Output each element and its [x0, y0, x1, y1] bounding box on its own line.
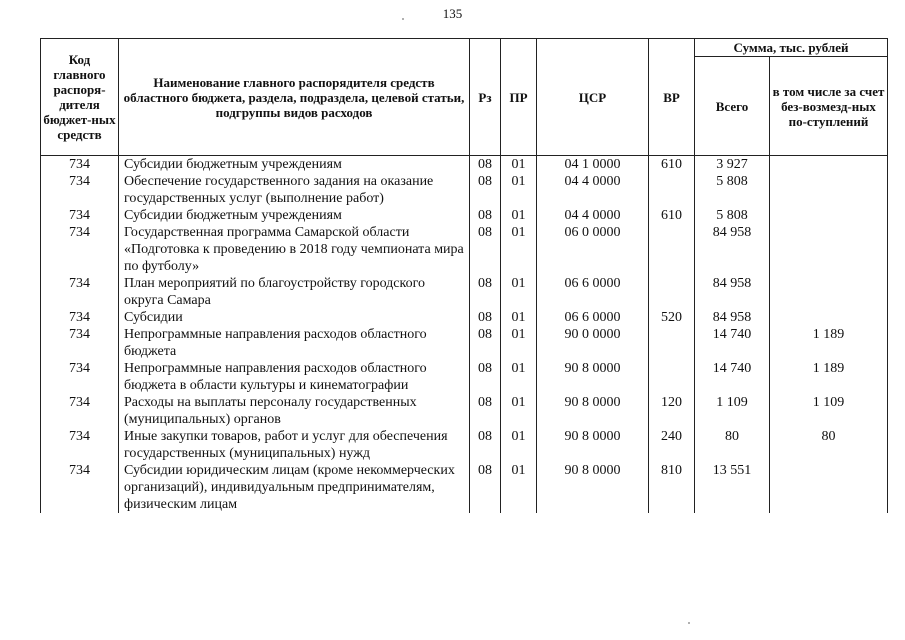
header-csr: ЦСР: [537, 39, 649, 156]
cell-csr: 90 8 0000: [537, 428, 649, 462]
header-code: Код главного распоря-дителя бюджет-ных средств: [41, 39, 119, 156]
cell-csr: 04 1 0000: [537, 156, 649, 174]
header-pr: ПР: [501, 39, 537, 156]
header-vr: ВР: [649, 39, 695, 156]
cell-free: 1 109: [770, 394, 888, 428]
cell-name: Государственная программа Самарской области «Подготовка к проведению в 2018 году чемпионата мира по футболу»: [119, 224, 470, 275]
cell-vr: 120: [649, 394, 695, 428]
cell-name: Субсидии бюджетным учреждениям: [119, 156, 470, 174]
table-row: [41, 394, 888, 428]
cell-csr: 90 8 0000: [537, 394, 649, 428]
cell-csr: 90 8 0000: [537, 360, 649, 394]
cell-vr: 810: [649, 462, 695, 513]
cell-rz: 08: [470, 428, 501, 462]
cell-name: Субсидии: [119, 309, 470, 326]
cell-free: [770, 207, 888, 224]
cell-rz: 08: [470, 462, 501, 513]
cell-free: [770, 275, 888, 309]
cell-free: [770, 462, 888, 513]
cell-vr: 610: [649, 156, 695, 174]
header-free: в том числе за счет без-возмезд-ных по-ступлений: [770, 57, 888, 156]
cell-rz: 08: [470, 173, 501, 207]
cell-free: 80: [770, 428, 888, 462]
table-body: [41, 156, 888, 514]
cell-rz: 08: [470, 224, 501, 275]
cell-rz: 08: [470, 156, 501, 174]
table-row: [41, 207, 888, 224]
cell-rz: 08: [470, 275, 501, 309]
cell-total: 1 109: [695, 394, 770, 428]
cell-rz: 08: [470, 207, 501, 224]
cell-csr: 04 4 0000: [537, 207, 649, 224]
cell-total: 5 808: [695, 173, 770, 207]
cell-code: 734: [41, 360, 119, 394]
cell-rz: 08: [470, 394, 501, 428]
scan-speck: [402, 18, 404, 20]
cell-vr: [649, 275, 695, 309]
cell-total: 14 740: [695, 360, 770, 394]
cell-rz: 08: [470, 360, 501, 394]
cell-pr: 01: [501, 360, 537, 394]
cell-code: 734: [41, 462, 119, 513]
cell-pr: 01: [501, 275, 537, 309]
table-row: [41, 156, 888, 174]
table-row: [41, 309, 888, 326]
scan-speck: [688, 622, 690, 624]
cell-pr: 01: [501, 428, 537, 462]
cell-code: 734: [41, 156, 119, 174]
cell-free: [770, 173, 888, 207]
cell-csr: 90 0 0000: [537, 326, 649, 360]
cell-free: [770, 309, 888, 326]
cell-rz: 08: [470, 326, 501, 360]
cell-total: 14 740: [695, 326, 770, 360]
cell-total: 84 958: [695, 224, 770, 275]
table-row: [41, 428, 888, 462]
cell-total: 80: [695, 428, 770, 462]
cell-csr: 06 6 0000: [537, 275, 649, 309]
cell-name: Субсидии бюджетным учреждениям: [119, 207, 470, 224]
cell-code: 734: [41, 309, 119, 326]
table-row: [41, 326, 888, 360]
cell-code: 734: [41, 428, 119, 462]
cell-total: 84 958: [695, 309, 770, 326]
cell-pr: 01: [501, 207, 537, 224]
cell-free: [770, 224, 888, 275]
cell-vr: 520: [649, 309, 695, 326]
cell-code: 734: [41, 224, 119, 275]
cell-rz: 08: [470, 309, 501, 326]
cell-csr: 06 0 0000: [537, 224, 649, 275]
cell-vr: [649, 360, 695, 394]
table-row: [41, 360, 888, 394]
cell-pr: 01: [501, 462, 537, 513]
cell-csr: 04 4 0000: [537, 173, 649, 207]
header-sum: Сумма, тыс. рублей: [695, 39, 888, 57]
cell-vr: [649, 326, 695, 360]
cell-pr: 01: [501, 309, 537, 326]
table-row: [41, 173, 888, 207]
cell-name: Непрограммные направления расходов областного бюджета в области культуры и кинематографии: [119, 360, 470, 394]
table-row: [41, 275, 888, 309]
cell-vr: 240: [649, 428, 695, 462]
cell-name: План мероприятий по благоустройству городского округа Самара: [119, 275, 470, 309]
cell-csr: 90 8 0000: [537, 462, 649, 513]
cell-pr: 01: [501, 156, 537, 174]
cell-vr: 610: [649, 207, 695, 224]
cell-pr: 01: [501, 394, 537, 428]
cell-free: 1 189: [770, 360, 888, 394]
cell-pr: 01: [501, 173, 537, 207]
cell-code: 734: [41, 326, 119, 360]
cell-free: [770, 156, 888, 174]
cell-name: Непрограммные направления расходов областного бюджета: [119, 326, 470, 360]
cell-name: Расходы на выплаты персоналу государственных (муниципальных) органов: [119, 394, 470, 428]
cell-total: 3 927: [695, 156, 770, 174]
cell-free: 1 189: [770, 326, 888, 360]
header-total: Всего: [695, 57, 770, 156]
cell-pr: 01: [501, 224, 537, 275]
cell-total: 5 808: [695, 207, 770, 224]
cell-pr: 01: [501, 326, 537, 360]
table-row: [41, 462, 888, 513]
cell-name: Субсидии юридическим лицам (кроме некоммерческих организаций), индивидуальным предпринимателям, физическим лицам: [119, 462, 470, 513]
table-row: [41, 224, 888, 275]
header-rz: Рз: [470, 39, 501, 156]
cell-code: 734: [41, 394, 119, 428]
header-name: Наименование главного распорядителя средств областного бюджета, раздела, подраздела, целевой статьи, подгруппы видов расходов: [119, 39, 470, 156]
cell-csr: 06 6 0000: [537, 309, 649, 326]
cell-total: 13 551: [695, 462, 770, 513]
cell-code: 734: [41, 207, 119, 224]
cell-name: Обеспечение государственного задания на оказание государственных услуг (выполнение работ): [119, 173, 470, 207]
cell-name: Иные закупки товаров, работ и услуг для обеспечения государственных (муниципальных) нужд: [119, 428, 470, 462]
cell-total: 84 958: [695, 275, 770, 309]
cell-vr: [649, 173, 695, 207]
page-number: 135: [442, 6, 463, 21]
cell-code: 734: [41, 275, 119, 309]
budget-table: [40, 38, 888, 513]
cell-code: 734: [41, 173, 119, 207]
cell-vr: [649, 224, 695, 275]
